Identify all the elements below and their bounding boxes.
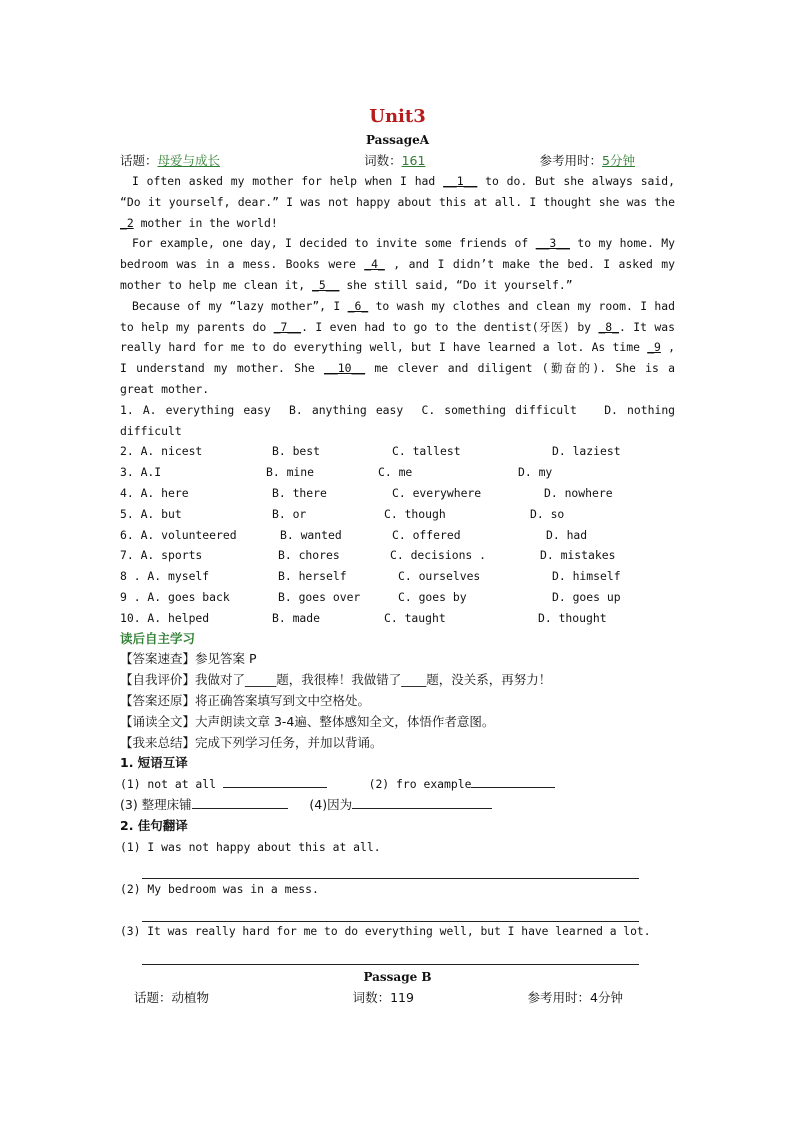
option-d: D. goes up [552,589,621,604]
worksheet-page [120,104,675,1008]
translation-1-answer-line[interactable] [142,857,639,879]
option-c: C. me [378,465,413,480]
translation-2-answer-line[interactable] [142,900,639,922]
blank-6: _6_ [347,298,369,313]
option-a: 4. A. here [120,485,189,500]
topic-field [134,987,209,1008]
passage-a-meta [120,150,675,171]
para-text: . I even had to go to the dentist(牙医) by [301,319,599,334]
para-text: Because of my “lazy mother”, I [132,298,348,313]
words-field [353,987,414,1008]
unit-title: Unit3 [369,106,426,127]
option-c: C. tallest [392,444,461,459]
option-a: 9 . A. goes back [120,589,230,604]
option-d: D. so [530,506,565,521]
option-c: C. though [384,506,446,521]
option-a: 1. A. everything easy [120,402,271,417]
time-value: 5分钟 [602,153,635,168]
option-c: C. taught [384,610,446,625]
para-text: . It was really hard for me to do everything well, but I have learned a lot. As time [120,319,675,355]
question-row [120,608,675,629]
time-value: 4分钟 [590,989,623,1005]
words-label: 词数： [352,989,391,1005]
option-d: D. thought [538,610,607,625]
option-b: B. chores [278,548,340,563]
question-row [120,483,675,504]
self-study-item: 【答案速查】参见答案 P [120,651,257,667]
self-study-item: 【诵读全文】大声朗读文章 3-4遍、整体感知全文，体悟作者意图。 [120,713,495,729]
question-row [120,504,675,525]
option-d: D. my [518,465,553,480]
paragraph-2 [120,233,675,295]
paragraph-1 [120,171,675,233]
para-text: , and I didn’t make the bed. I asked my mother to help me clean it, [120,257,675,292]
passage-a-title: PassageA [365,133,430,147]
option-a: 2. A. nicest [120,444,203,459]
option-d: D. laziest [552,444,621,459]
option-a: 5. A. but [120,506,182,521]
question-list [120,441,675,628]
option-c: C. everywhere [392,485,482,500]
time-label: 参考用时： [539,153,603,168]
translation-sentence-3: (3) It was really hard for me to do everything well, but I have learned a lot. [120,925,651,939]
blank-10: __10__ [324,361,366,376]
option-b: B. herself [278,569,347,584]
topic-value: 母爱与成长 [157,153,221,168]
option-a: 3. A.I [120,465,162,480]
para-text: me clever and diligent (勤奋的). She is a great mother. [120,361,675,396]
passage-b-meta [120,987,675,1008]
topic-label: 话题： [134,989,172,1005]
question-row [120,525,675,546]
phrase-3: (3) 整理床铺 [120,796,192,812]
words-field [364,150,425,171]
option-c: C. decisions . [390,548,487,563]
option-a: 8 . A. myself [120,569,210,584]
option-a: 6. A. volunteered [120,527,237,542]
phrase-4-answer-line[interactable] [352,795,492,809]
para-text: to wash my clothes and clean my room. I had to help my parents do [120,298,675,334]
para-text: to my home. My bedroom was in a mess. Books were [120,236,676,272]
option-a: 7. A. sports [120,548,203,563]
topic-value: 动植物 [171,989,210,1005]
translation-sentence-2: (2) My bedroom was in a mess. [120,882,319,897]
para-text: she still said, “Do it yourself.” [339,277,573,292]
para-text: For example, one day, I decided to invite some friends of [132,236,536,251]
phrase-2: (2) fro example [368,777,472,792]
words-label: 词数： [364,153,402,168]
words-value: 119 [390,989,414,1005]
time-field [540,150,635,171]
option-d: D. himself [552,569,621,584]
blank-8: _8_ [598,319,620,334]
blank-9: _9 [647,340,661,355]
option-c: C. ourselves [398,569,481,584]
question-row [120,566,675,587]
blank-4: _4_ [364,257,385,272]
question-row [120,587,675,608]
phrase-1: (1) not at all [120,777,217,792]
option-d: D. mistakes [540,548,616,563]
blank-1: __1__ [443,174,478,188]
blank-5: _5__ [312,277,340,292]
option-d: D. nowhere [544,485,613,500]
option-d: D. had [546,527,588,542]
option-b: B. there [272,485,327,500]
question-1 [120,400,675,442]
option-b: B. best [272,444,321,459]
words-value: 161 [401,153,426,168]
para-text: mother in the world! [133,215,278,230]
option-a: 10. A. helped [120,610,210,625]
phrase-row-2 [120,795,675,816]
option-b: B. or [272,506,307,521]
phrase-row-1 [120,774,675,795]
question-row [120,545,675,566]
option-b: B. wanted [280,527,342,542]
phrase-2-answer-line[interactable] [471,774,555,788]
self-study-item: 【答案还原】将正确答案填写到文中空格处。 [120,692,371,708]
self-study-item: 【自我评价】我做对了_____题，我很棒！我做错了____题，没关系，再努力！ [120,672,552,688]
time-label: 参考用时： [527,989,591,1005]
paragraph-3 [120,296,675,400]
phrase-1-answer-line[interactable] [223,774,327,788]
para-text: to do. But she always said, “Do it yourself, dear.” I was not happy about this at all. I thought she was the [120,174,675,209]
self-study-item: 【我来总结】完成下列学习任务，并加以背诵。 [120,734,383,750]
question-row [120,462,675,483]
option-c: C. offered [392,527,461,542]
phrase-heading: 1. 短语互译 [120,755,188,771]
topic-label: 话题： [120,153,158,168]
para-text: , I understand my mother. She [120,340,675,376]
option-b: B. mine [266,465,315,480]
option-b: B. anything easy [289,402,404,417]
option-b: B. goes over [278,589,361,604]
option-d: D. nothing difficult [120,402,676,438]
para-text: I often asked my mother for help when I had [132,174,444,188]
question-row [120,441,675,462]
topic-field [120,150,220,171]
blank-3: __3__ [535,236,570,251]
translation-sentence-1: (1) I was not happy about this at all. [120,839,381,854]
blank-7: _7__ [273,319,302,334]
time-field [528,987,623,1008]
self-study-heading: 读后自主学习 [120,630,196,646]
phrase-3-answer-line[interactable] [192,795,288,809]
blank-2: _2 [120,215,134,230]
option-c: C. goes by [398,589,467,604]
option-c: C. something difficult [421,402,577,417]
phrase-4: (4)因为 [309,796,353,812]
translation-heading: 2. 佳句翻译 [120,817,188,833]
option-b: B. made [272,610,321,625]
translation-3-answer-line[interactable] [142,943,639,965]
passage-b-title: Passage B [363,969,432,984]
